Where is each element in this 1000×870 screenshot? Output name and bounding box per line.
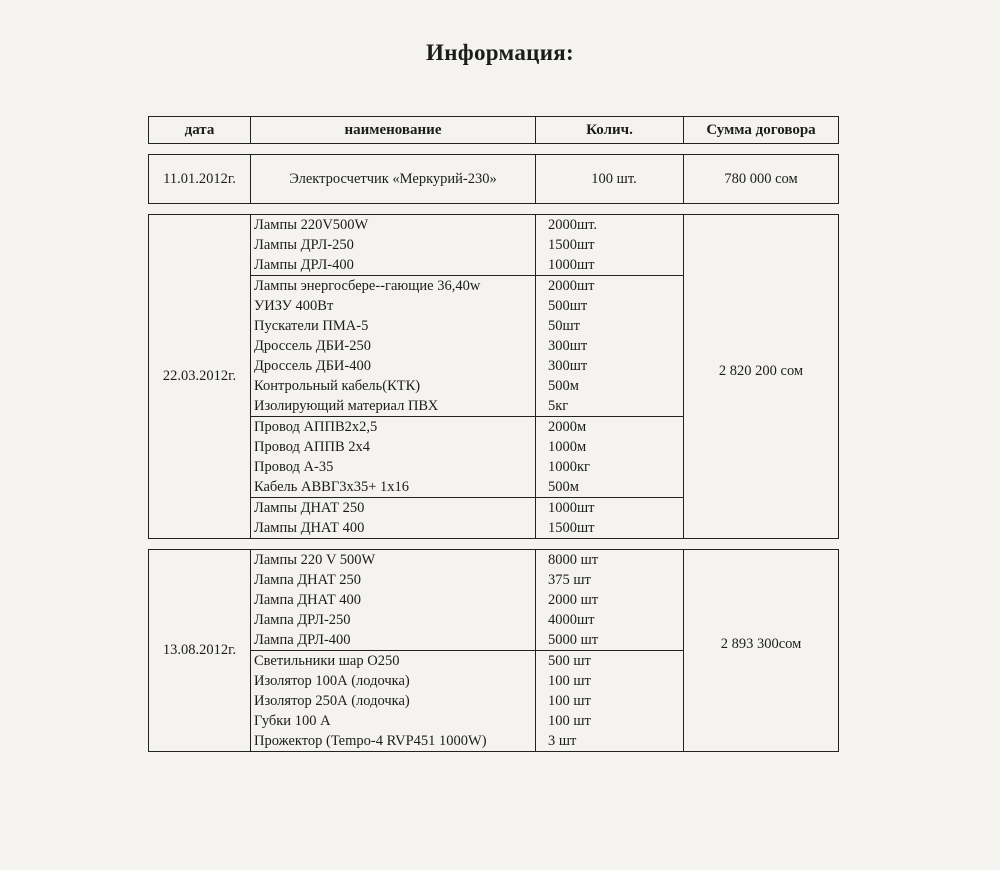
item-name: Провод АППВ 2х4 (254, 439, 371, 455)
contracts-table (148, 116, 839, 752)
item-qty: 1000кг (548, 459, 590, 475)
header-sum: Сумма договора (684, 117, 839, 144)
contract-date: 11.01.2012г. (149, 155, 251, 204)
item-qty: 300шт (548, 358, 588, 374)
item-name: Пускатели ПМА-5 (254, 318, 369, 334)
item-names-cell (251, 215, 536, 276)
table-row (149, 550, 839, 651)
item-name: Светильники шар О250 (254, 653, 400, 669)
item-qty: 2000шт. (548, 217, 598, 233)
gap-row (149, 539, 839, 550)
item-name: Губки 100 А (254, 713, 331, 729)
item-name: Дроссель ДБИ-400 (254, 358, 371, 374)
item-name: Лампы ДНАТ 250 (254, 500, 365, 516)
item-names-cell (251, 417, 536, 498)
item-name: Прожектор (Tempo-4 RVP451 1000W) (254, 733, 487, 749)
item-qty-cell (536, 155, 684, 204)
item-qty: 300шт (548, 338, 588, 354)
item-name: Контрольный кабель(КТК) (254, 378, 421, 394)
item-qty: 100 шт. (591, 171, 637, 187)
item-name: Лампы ДРЛ-250 (254, 237, 354, 253)
item-name: Лампы 220 V 500W (254, 552, 376, 568)
item-qty: 500шт (548, 298, 588, 314)
item-qty: 1500шт (548, 237, 595, 253)
item-name: Кабель АВВГ3х35+ 1х16 (254, 479, 410, 495)
item-name: Лампа ДРЛ-400 (254, 632, 351, 648)
header-date: дата (149, 117, 251, 144)
page-title: Информация: (426, 40, 574, 65)
item-qty: 500м (548, 378, 579, 394)
item-qty: 1500шт (548, 520, 595, 536)
contract-date: 22.03.2012г. (149, 215, 251, 539)
table-body (149, 155, 839, 752)
item-name: Провод АППВ2х2,5 (254, 419, 378, 435)
item-qty-cell (536, 417, 684, 498)
item-names-cell (251, 550, 536, 651)
item-qty: 375 шт (548, 572, 591, 588)
item-qty-cell (536, 651, 684, 752)
item-names-cell (251, 155, 536, 204)
table-row (149, 155, 839, 204)
item-name: Лампы ДРЛ-400 (254, 257, 354, 273)
item-name: Электросчетчик «Меркурий-230» (289, 171, 497, 187)
item-qty: 2000 шт (548, 592, 599, 608)
item-qty-cell (536, 215, 684, 276)
item-name: Лампы ДНАТ 400 (254, 520, 365, 536)
item-qty: 2000м (548, 419, 587, 435)
item-qty: 8000 шт (548, 552, 599, 568)
item-qty: 500 шт (548, 653, 591, 669)
item-name: Лампа ДНАТ 400 (254, 592, 362, 608)
item-name: Изолятор 100А (лодочка) (254, 673, 410, 689)
gap-row (149, 144, 839, 155)
item-qty: 100 шт (548, 713, 591, 729)
item-qty: 50шт (548, 318, 581, 334)
gap-row (149, 204, 839, 215)
contract-sum: 780 000 сом (684, 155, 839, 204)
item-qty: 500м (548, 479, 579, 495)
table-row (149, 215, 839, 276)
contract-sum: 2 893 300сом (684, 550, 839, 752)
item-qty-cell (536, 276, 684, 417)
contract-date: 13.08.2012г. (149, 550, 251, 752)
item-qty: 100 шт (548, 673, 591, 689)
table-header-row (149, 117, 839, 144)
item-name: Лампа ДРЛ-250 (254, 612, 351, 628)
item-names-cell (251, 498, 536, 539)
item-qty: 1000шт (548, 257, 595, 273)
item-qty: 5кг (548, 398, 569, 414)
header-qty: Колич. (536, 117, 684, 144)
contract-sum: 2 820 200 сом (684, 215, 839, 539)
item-name: Лампы энергосбере--гающие 36,40w (254, 278, 481, 294)
item-qty-cell (536, 498, 684, 539)
item-name: УИЗУ 400Вт (254, 298, 334, 314)
item-qty-cell (536, 550, 684, 651)
item-names-cell (251, 276, 536, 417)
item-qty: 5000 шт (548, 632, 599, 648)
item-name: Дроссель ДБИ-250 (254, 338, 371, 354)
item-qty: 4000шт (548, 612, 595, 628)
item-name: Изолятор 250А (лодочка) (254, 693, 410, 709)
item-names-cell (251, 651, 536, 752)
item-name: Лампа ДНАТ 250 (254, 572, 362, 588)
header-name: наименование (251, 117, 536, 144)
item-name: Лампы 220V500W (254, 217, 369, 233)
item-qty: 3 шт (548, 733, 577, 749)
item-qty: 1000шт (548, 500, 595, 516)
item-name: Провод А-35 (254, 459, 334, 475)
item-name: Изолирующий материал ПВХ (254, 398, 439, 414)
item-qty: 2000шт (548, 278, 595, 294)
item-qty: 1000м (548, 439, 587, 455)
item-qty: 100 шт (548, 693, 591, 709)
